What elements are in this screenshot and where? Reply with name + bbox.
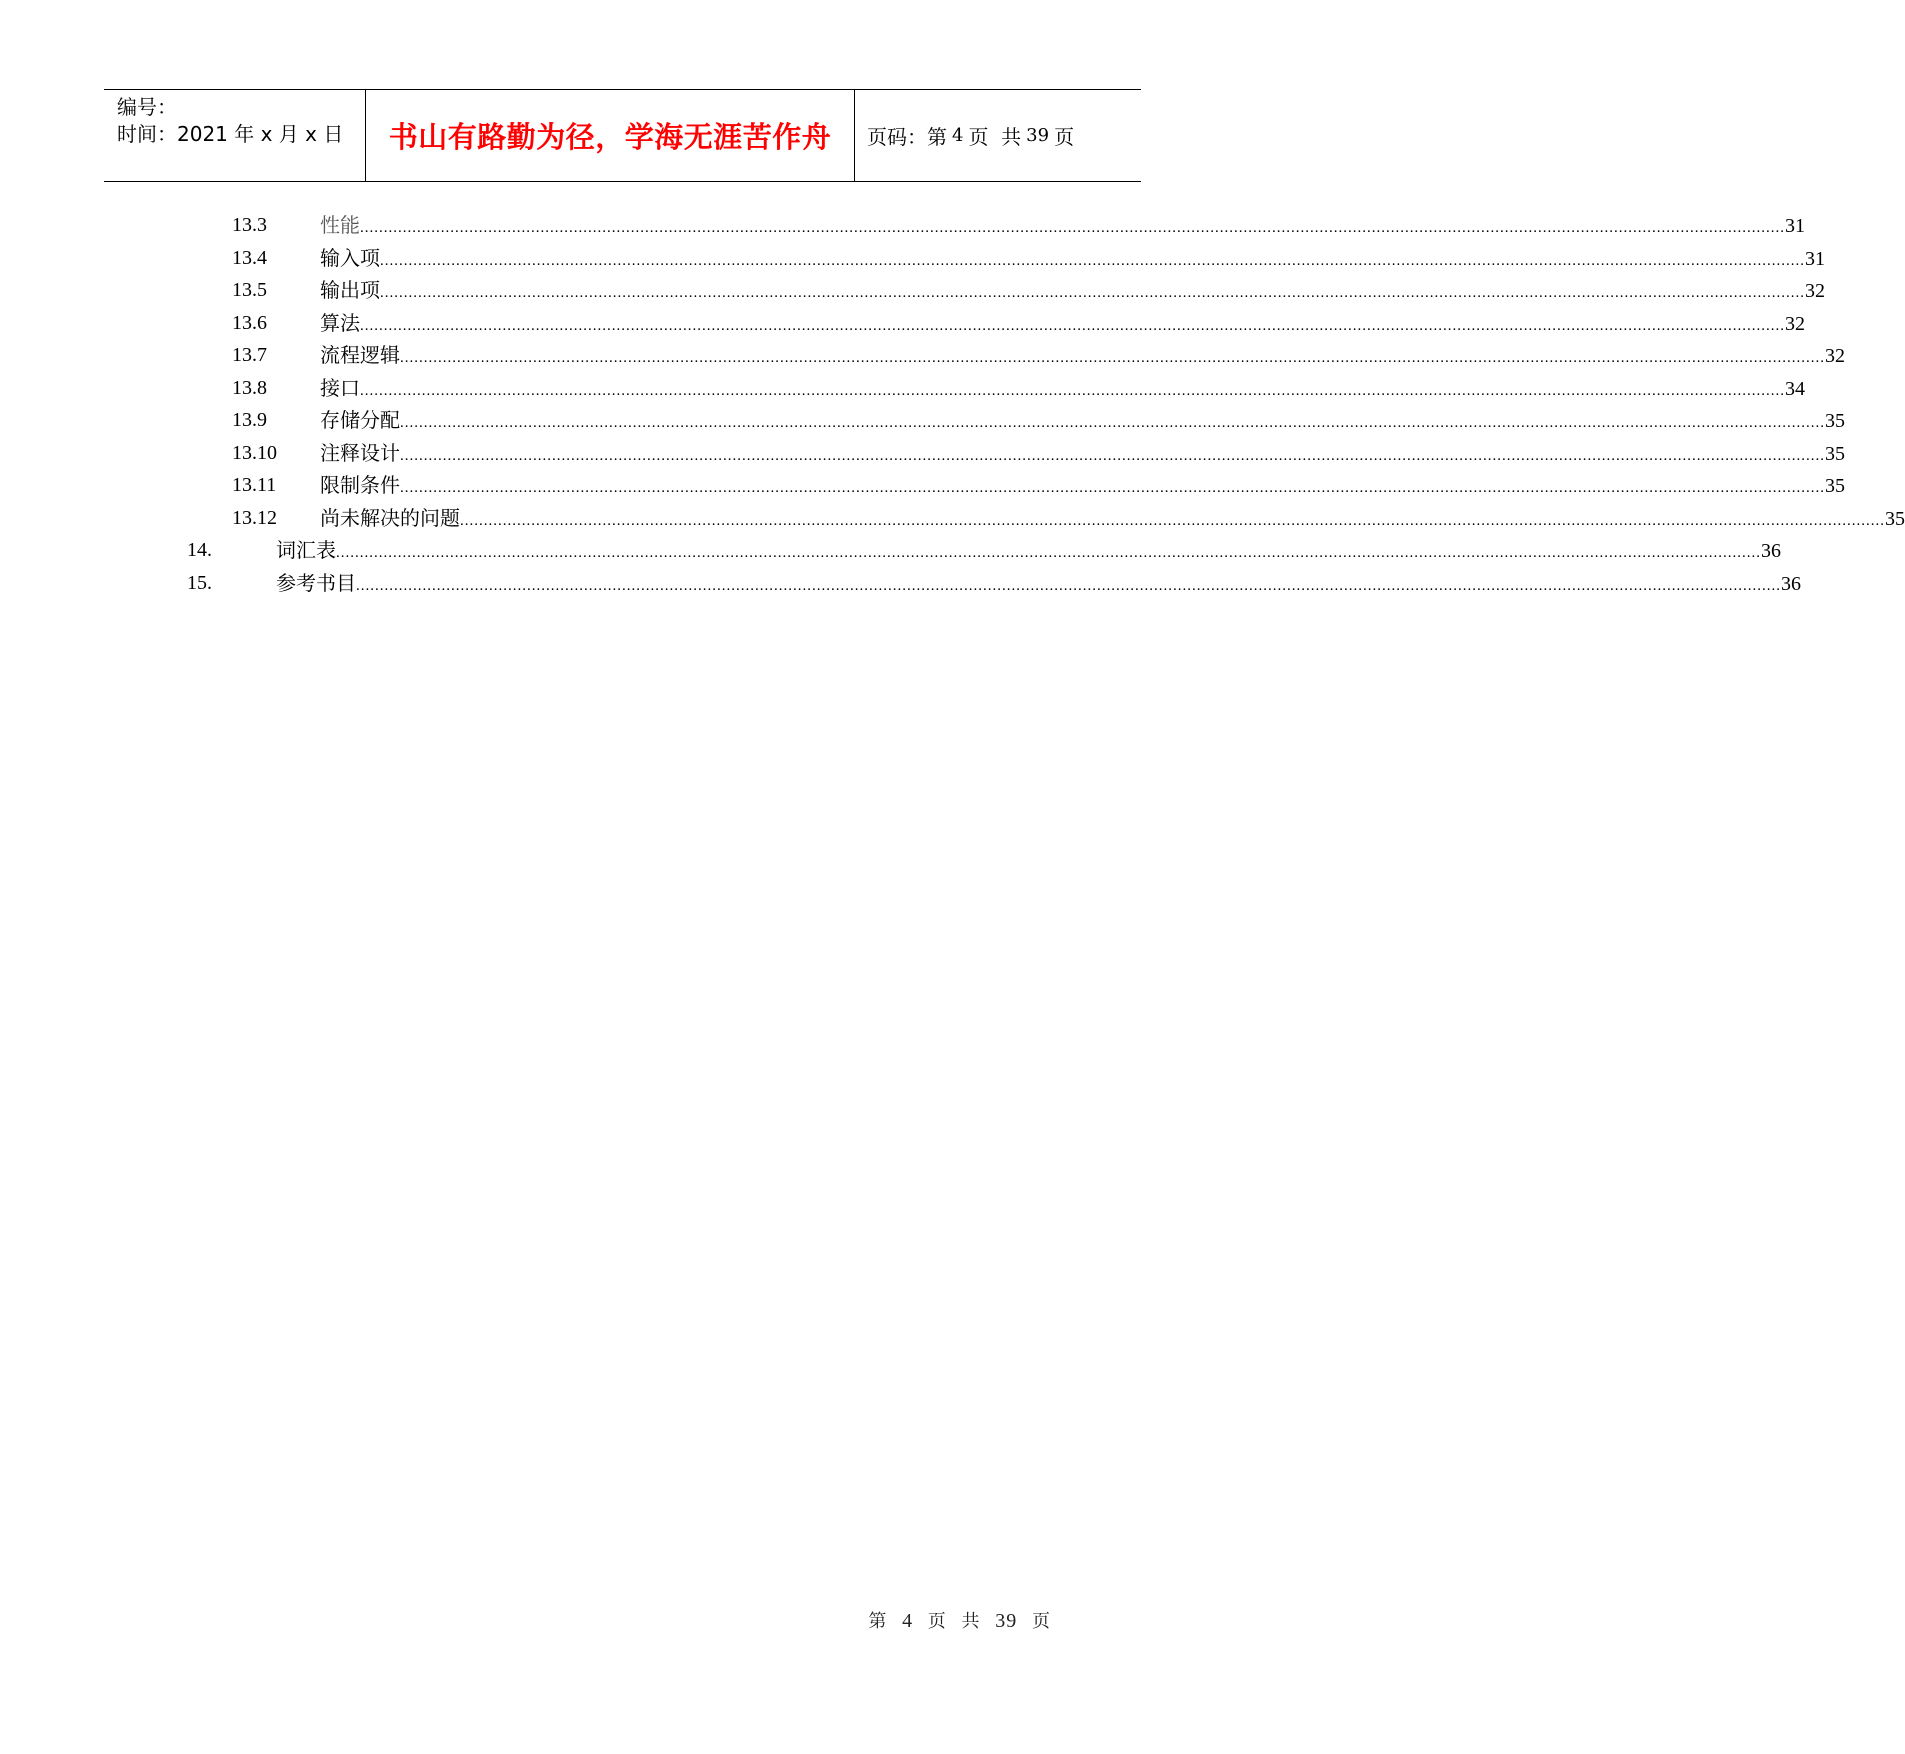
toc-entry-title: 词汇表 <box>276 538 336 562</box>
toc-dot-leader: ............................................................................................................................................................................................................................................................................................................ <box>360 317 1785 334</box>
toc-entry-title: 注释设计 <box>320 440 400 465</box>
toc-dot-leader: ............................................................................................................................................................................................................................................................................................................ <box>400 350 1825 366</box>
toc-entry[interactable] <box>0 373 1805 403</box>
toc-entry-title: 算法 <box>320 310 360 335</box>
toc-entry-title: 流程逻辑 <box>320 343 400 367</box>
toc-entry-page: 32 <box>1785 312 1805 335</box>
header-page-indicator <box>855 90 1141 181</box>
toc-entry-title: 性能 <box>320 213 360 237</box>
toc-entry-number: 13.5 <box>232 279 267 301</box>
toc-entry-line <box>320 405 1845 438</box>
toc-entry-number: 13.10 <box>232 441 277 464</box>
time-label: 时间：2021 年 x 月 x 日 <box>117 122 344 146</box>
toc-dot-leader: ............................................................................................................................................................................................................................................................................................................ <box>356 577 1781 594</box>
toc-entry-line <box>320 275 1825 308</box>
page-footer <box>864 1607 1055 1633</box>
toc-entry-number: 15. <box>187 571 212 594</box>
toc-dot-leader: ............................................................................................................................................................................................................................................................................................................ <box>336 545 1761 561</box>
toc-entry-page: 32 <box>1805 280 1825 302</box>
toc-entry-line <box>320 210 1805 243</box>
toc-entry-line <box>276 535 1781 568</box>
footer-prefix: 第 <box>868 1611 888 1632</box>
toc-entry[interactable] <box>0 405 1845 435</box>
page-header <box>104 89 1141 182</box>
footer-current: 4 <box>902 1610 914 1632</box>
toc-entry-page: 36 <box>1781 572 1801 595</box>
toc-entry-page: 35 <box>1885 507 1905 530</box>
toc-dot-leader: ............................................................................................................................................................................................................................................................................................................ <box>360 220 1785 236</box>
toc-entry-number: 13.8 <box>232 376 267 399</box>
toc-entry[interactable] <box>0 243 1825 273</box>
toc-entry[interactable] <box>0 340 1845 370</box>
toc-entry[interactable] <box>0 275 1825 305</box>
toc-entry[interactable] <box>0 210 1805 240</box>
toc-dot-leader: ............................................................................................................................................................................................................................................................................................................ <box>400 447 1825 464</box>
toc-entry-line <box>320 438 1845 471</box>
toc-entry-line <box>320 503 1905 536</box>
toc-entry-page: 31 <box>1805 247 1825 270</box>
page-prefix: 页码：第 <box>867 125 947 149</box>
toc-entry[interactable] <box>0 438 1845 468</box>
serial-label: 编号： <box>117 95 177 119</box>
toc-entry-page: 31 <box>1785 215 1805 237</box>
toc-entry-number: 13.6 <box>232 311 267 334</box>
toc-dot-leader: ............................................................................................................................................................................................................................................................................................................ <box>400 415 1825 431</box>
toc-entry-title: 存储分配 <box>320 408 400 432</box>
toc-dot-leader: ............................................................................................................................................................................................................................................................................................................ <box>460 512 1885 529</box>
toc-dot-leader: ............................................................................................................................................................................................................................................................................................................ <box>400 480 1825 496</box>
header-info-cell <box>104 90 366 181</box>
toc-entry-title: 接口 <box>320 375 360 400</box>
toc-entry-number: 13.12 <box>232 506 277 529</box>
toc-entry-page: 35 <box>1825 442 1845 465</box>
footer-mid2: 共 <box>961 1611 981 1632</box>
toc-entry-number: 13.9 <box>232 409 267 431</box>
toc-entry-number: 14. <box>187 539 212 561</box>
footer-mid1: 页 <box>927 1611 947 1632</box>
toc-entry[interactable] <box>0 308 1805 338</box>
toc-entry-page: 35 <box>1825 475 1845 497</box>
toc-entry-line <box>320 373 1805 406</box>
toc-entry-line <box>320 470 1845 503</box>
page-current: 4 <box>952 125 964 146</box>
toc-dot-leader: ............................................................................................................................................................................................................................................................................................................ <box>380 252 1805 269</box>
header-motto: 书山有路勤为径，学海无涯苦作舟 <box>366 90 855 181</box>
toc-entry-page: 35 <box>1825 410 1845 432</box>
toc-entry-title: 参考书目 <box>276 570 356 595</box>
toc-entry-number: 13.7 <box>232 344 267 366</box>
toc-entry-page: 36 <box>1761 540 1781 562</box>
toc-entry[interactable] <box>0 535 1781 565</box>
toc-dot-leader: ............................................................................................................................................................................................................................................................................................................ <box>380 285 1805 301</box>
toc-entry[interactable] <box>0 470 1845 500</box>
page-mid: 页 共 <box>968 125 1022 149</box>
toc-entry-line <box>320 340 1845 373</box>
toc-entry-number: 13.4 <box>232 246 267 269</box>
toc-entry-title: 尚未解决的问题 <box>320 505 460 530</box>
toc-entry-title: 限制条件 <box>320 473 400 497</box>
toc-entry[interactable] <box>0 568 1801 598</box>
toc-entry[interactable] <box>0 503 1905 533</box>
footer-suffix: 页 <box>1032 1611 1051 1632</box>
footer-total: 39 <box>995 1610 1018 1632</box>
toc-entry-page: 32 <box>1825 345 1845 367</box>
page-total: 39 <box>1026 125 1050 146</box>
toc-entry-line <box>320 308 1805 341</box>
toc-entry-number: 13.3 <box>232 214 267 236</box>
toc-entry-title: 输入项 <box>320 245 380 270</box>
toc-entry-page: 34 <box>1785 377 1805 400</box>
toc-entry-title: 输出项 <box>320 278 380 302</box>
toc-entry-line <box>320 243 1825 276</box>
page-suffix: 页 <box>1054 125 1075 149</box>
toc-entry-number: 13.11 <box>232 474 277 496</box>
toc-dot-leader: ............................................................................................................................................................................................................................................................................................................ <box>360 382 1785 399</box>
toc-entry-line <box>276 568 1801 601</box>
